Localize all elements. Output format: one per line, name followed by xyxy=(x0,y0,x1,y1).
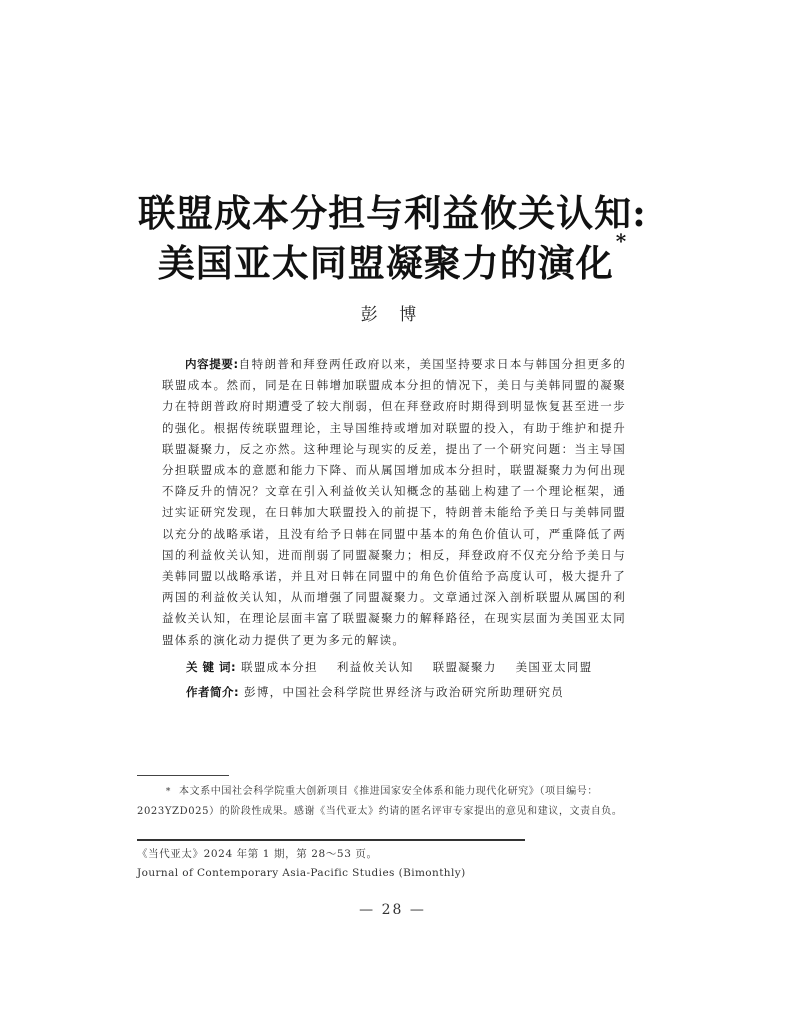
title-footnote-mark: * xyxy=(615,229,628,253)
keyword: 联盟凝聚力 xyxy=(432,660,497,674)
keyword: 利益攸关认知 xyxy=(336,660,414,674)
article-title-line1 xyxy=(120,183,665,237)
footnote-text: 本文系中国社会科学院重大创新项目《推进国家安全体系和能力现代化研究》（项目编号：2023YZD025）的阶段性成果。感谢《当代亚太》约请的匿名评审专家提出的意见和建议，文责自负。 xyxy=(137,786,623,817)
author-name: 彭 博 xyxy=(360,305,425,325)
abstract-block xyxy=(162,354,626,651)
page-number: — 28 — xyxy=(359,902,426,918)
footnote xyxy=(137,782,649,822)
author-bio-text: 彭博，中国社会科学院世界经济与政治研究所助理研究员 xyxy=(244,685,565,699)
title-text-line1: 联盟成本分担与利益攸关认知: xyxy=(138,191,647,235)
publication-divider xyxy=(137,839,525,841)
publication-info-chinese: 《当代亚太》2024 年第 1 期，第 28～53 页。 xyxy=(137,848,378,860)
footnote-divider xyxy=(137,775,229,776)
keywords-line xyxy=(186,659,606,675)
author-bio-line xyxy=(186,684,564,700)
article-title-line2 xyxy=(120,229,665,287)
publication-info-english: Journal of Contemporary Asia-Pacific Studies (Bimonthly) xyxy=(137,867,466,879)
abstract-text: 自特朗普和拜登两任政府以来，美国坚持要求日本与韩国分担更多的联盟成本。然而，同是在日韩增加联盟成本分担的情况下，美日与美韩同盟的凝聚力在特朗普政府时期遭受了较大削弱，但在拜登政府时期得到明显恢复甚至进一步的强化。根据传统联盟理论，主导国维持或增加对联盟的投入，有助于维护和提升联盟凝聚力，反之亦然。这种理论与现实的反差，提出了一个研究问题：当主导国分担联盟成本的意愿和能力下降、而从属国增加成本分担时，联盟凝聚力为何出现不降反升的情况？文章在引入利益攸关认知概念的基础上构建了一个理论框架，通过实证研究发现，在日韩加大联盟投入的前提下，特朗普未能给予美日与美韩同盟以充分的战略承诺，且没有给予日韩在同盟中基本的角色价值认可，严重降低了两国的利益攸关认知，进而削弱了同盟凝聚力；相反，拜登政府不仅充分给予美日与美韩同盟以战略承诺，并且对日韩在同盟中的角色价值给予高度认可，极大提升了两国的利益攸关认知，从而增强了同盟凝聚力。文章通过深入剖析联盟从属国的利益攸关认知，在理论层面丰富了联盟凝聚力的解释路径，在现实层面为美国亚太同盟体系的演化动力提供了更为多元的解读。 xyxy=(162,357,626,647)
keywords-label: 关 键 词: xyxy=(186,660,237,674)
author-bio-label: 作者简介: xyxy=(186,685,240,699)
keyword: 联盟成本分担 xyxy=(241,660,318,674)
keyword: 美国亚太同盟 xyxy=(515,660,593,674)
abstract-label: 内容提要: xyxy=(185,357,239,371)
title-text-line2: 美国亚太同盟凝聚力的演化 xyxy=(157,241,614,285)
footnote-mark: * xyxy=(165,787,171,797)
